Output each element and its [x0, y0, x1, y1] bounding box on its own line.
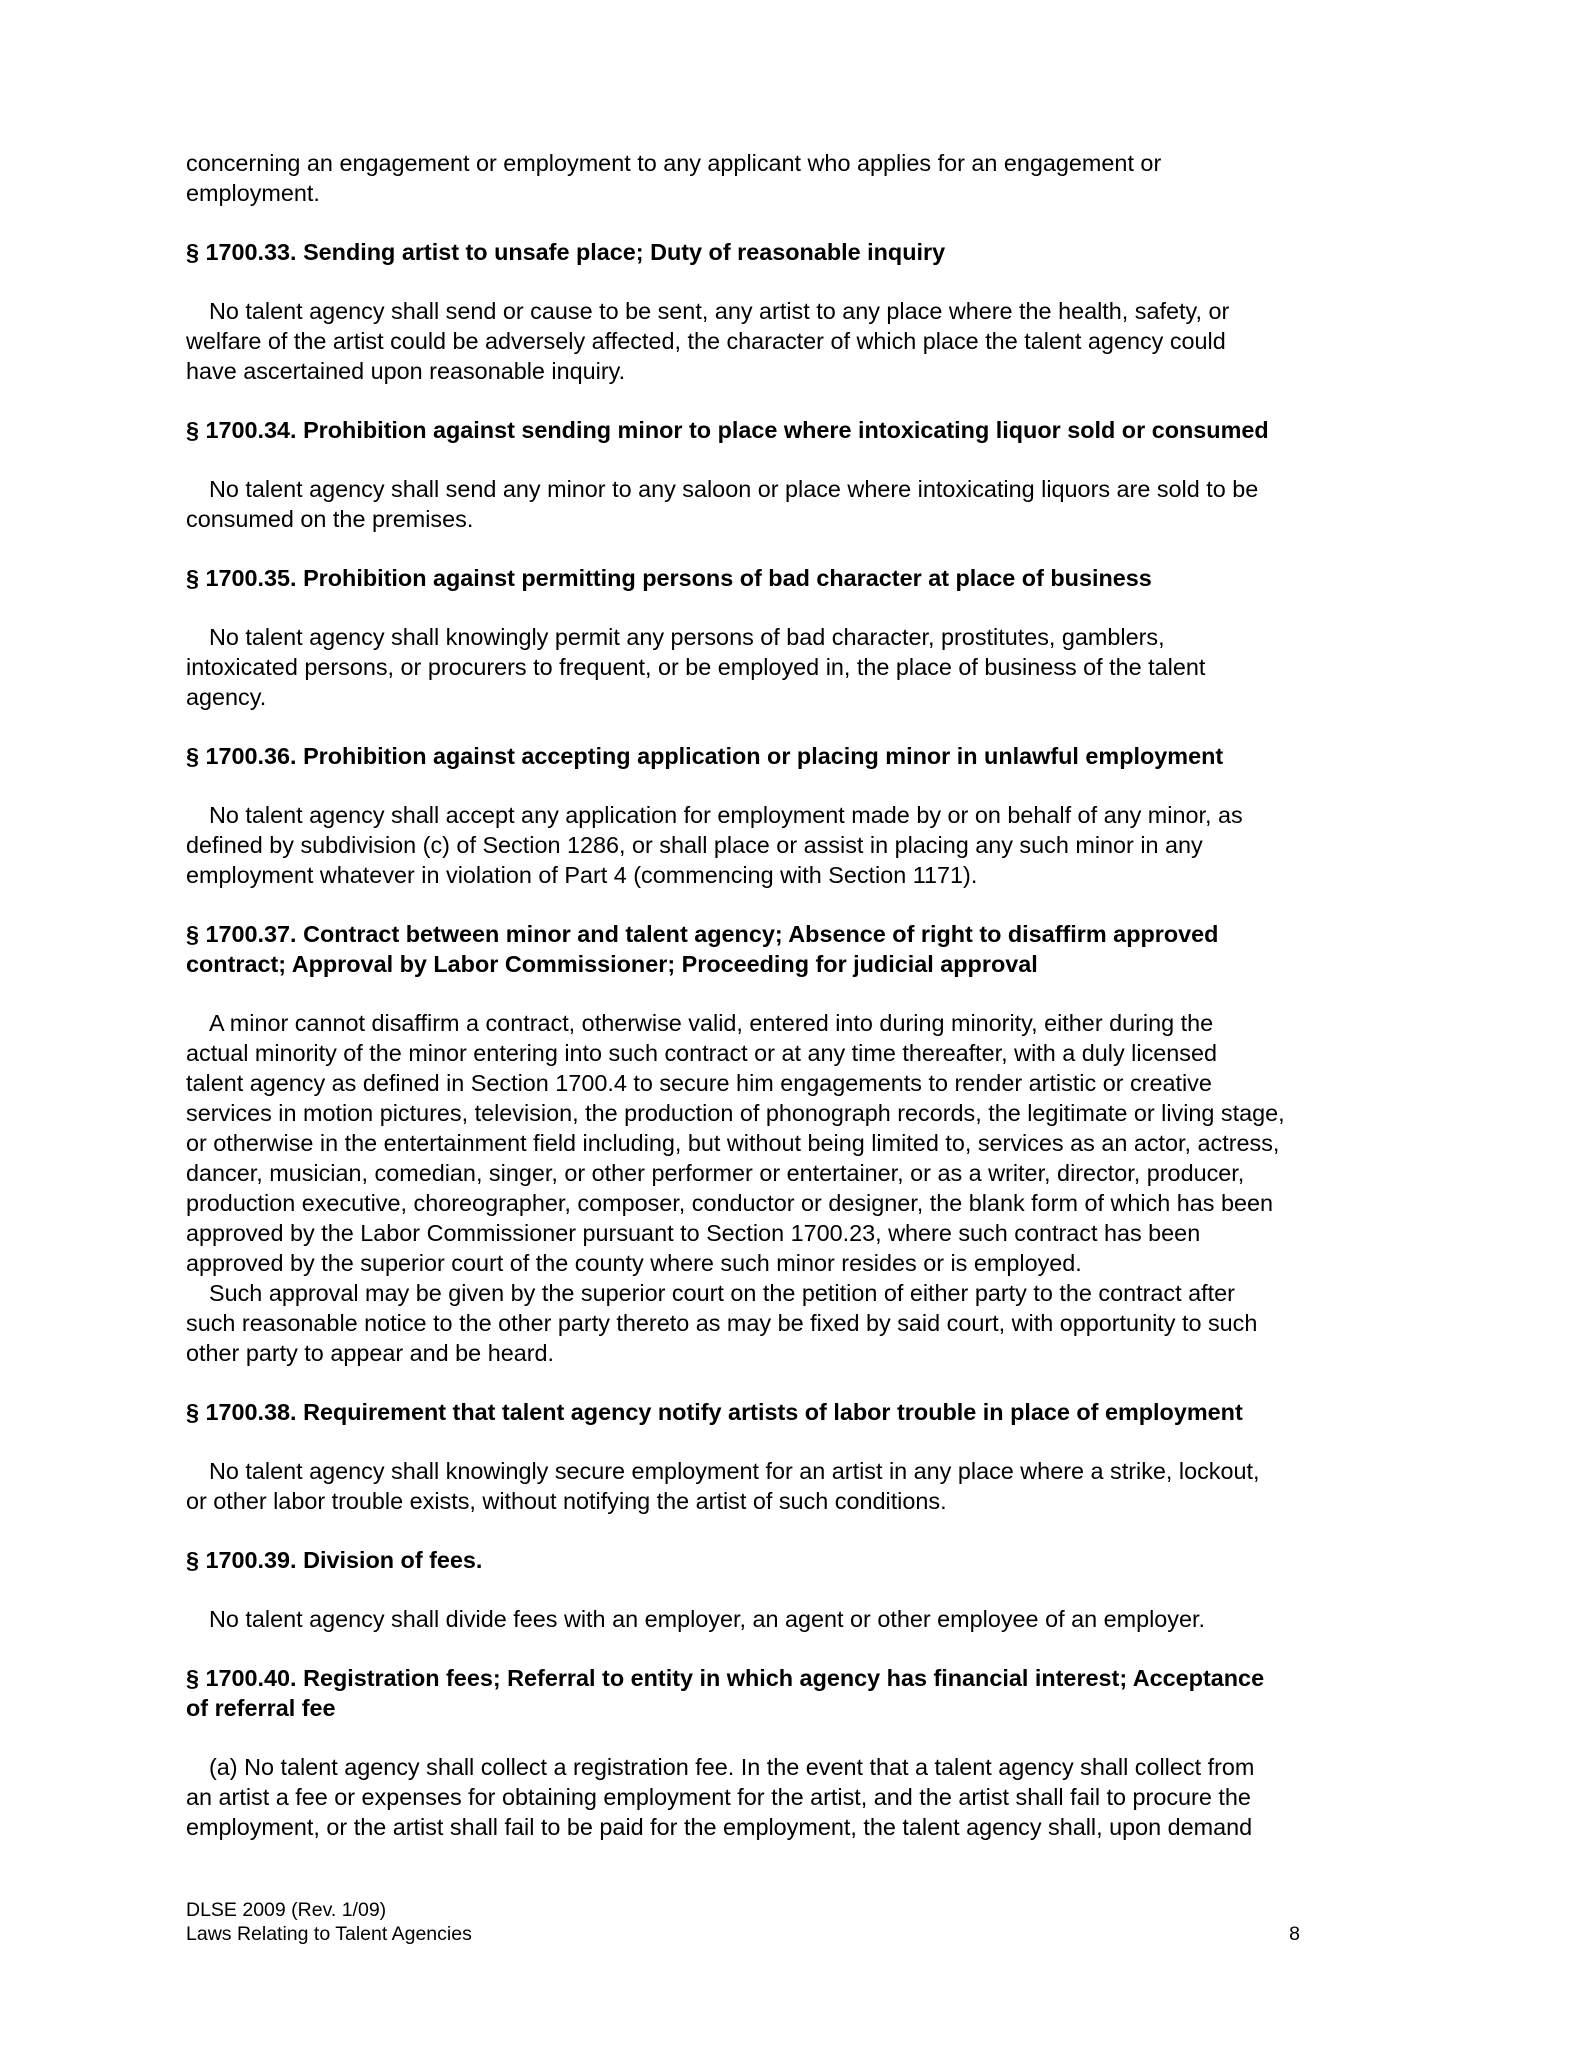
section-number: § 1700.38.: [186, 1399, 297, 1425]
section-paragraph: Such approval may be given by the superior court on the petition of either party to the contract after such reasonable notice to the other party thereto as may be fixed by said court, with opportunity to such other party to appear and be heard.: [186, 1280, 1258, 1366]
section-title: Requirement that talent agency notify artists of labor trouble in place of employment: [303, 1399, 1243, 1425]
section-paragraph: No talent agency shall send any minor to any saloon or place where intoxicating liquors are sold to be consumed on the premises.: [186, 476, 1259, 532]
section-heading-1700-40: [186, 1663, 1426, 1723]
section-number: § 1700.40.: [186, 1665, 297, 1691]
section-title: Contract between minor and talent agency; Absence of right to disaffirm approved contract; Approval by Labor Commissioner; Proceeding for judicial approval: [186, 921, 1219, 977]
section-heading-1700-36: [186, 741, 1426, 771]
section-heading-1700-39: [186, 1545, 1426, 1575]
section-title: Division of fees.: [303, 1547, 483, 1573]
page-footer: [186, 1898, 1300, 1946]
section-paragraph: No talent agency shall accept any application for employment made by or on behalf of any minor, as defined by subdivision (c) of Section 1286, or shall place or assist in placing any such minor in any employment whatever in violation of Part 4 (commencing with Section 1171).: [186, 802, 1243, 888]
section-title: Registration fees; Referral to entity in which agency has financial interest; Acceptance of referral fee: [186, 1665, 1265, 1721]
section-heading-1700-35: [186, 563, 1426, 593]
section-paragraph: No talent agency shall knowingly permit any persons of bad character, prostitutes, gamblers, intoxicated persons, or procurers to frequent, or be employed in, the place of business of the talent agency.: [186, 624, 1206, 710]
section-title: Prohibition against sending minor to place where intoxicating liquor sold or consumed: [303, 417, 1269, 443]
section-number: § 1700.39.: [186, 1547, 297, 1573]
section-paragraph: (a) No talent agency shall collect a registration fee. In the event that a talent agency shall collect from an artist a fee or expenses for obtaining employment for the artist, and the artist shall fail to procure the employment, or the artist shall fail to be paid for the employment, the talent agency shall, upon demand: [186, 1754, 1255, 1840]
section-paragraph: No talent agency shall knowingly secure employment for an artist in any place where a strike, lockout, or other labor trouble exists, without notifying the artist of such conditions.: [186, 1458, 1260, 1514]
section-number: § 1700.37.: [186, 921, 297, 947]
section-title: Prohibition against accepting application or placing minor in unlawful employment: [303, 743, 1224, 769]
page-number: 8: [1289, 1923, 1300, 1945]
section-paragraph: A minor cannot disaffirm a contract, otherwise valid, entered into during minority, either during the actual minority of the minor entering into such contract or at any time thereafter, with a duly licensed talent agency as defined in Section 1700.4 to secure him engagements to render artistic or creative services in motion pictures, television, the production of phonograph records, the legitimate or living stage, or otherwise in the entertainment field including, but without being limited to, services as an actor, actress, dancer, musician, comedian, singer, or other performer or entertainer, or as a writer, director, producer, production executive, choreographer, composer, conductor or designer, the blank form of which has been approved by the Labor Commissioner pursuant to Section 1700.23, where such contract has been approved by the superior court of the county where such minor resides or is employed.: [186, 1010, 1285, 1276]
section-paragraph: No talent agency shall send or cause to be sent, any artist to any place where the health, safety, or welfare of the artist could be adversely affected, the character of which place the talent agency could have ascertained upon reasonable inquiry.: [186, 298, 1230, 384]
section-title: Sending artist to unsafe place; Duty of reasonable inquiry: [303, 239, 946, 265]
section-heading-1700-38: [186, 1397, 1426, 1427]
section-number: § 1700.34.: [186, 417, 297, 443]
footer-revision: DLSE 2009 (Rev. 1/09): [186, 1899, 387, 1921]
intro-paragraph: concerning an engagement or employment to any applicant who applies for an engagement or employment.: [186, 150, 1162, 206]
section-number: § 1700.36.: [186, 743, 297, 769]
section-heading-1700-34: [186, 415, 1426, 445]
section-number: § 1700.35.: [186, 565, 297, 591]
section-number: § 1700.33.: [186, 239, 297, 265]
section-heading-1700-37: [186, 919, 1426, 979]
section-paragraph: No talent agency shall divide fees with an employer, an agent or other employee of an employer.: [209, 1606, 1205, 1632]
section-heading-1700-33: [186, 237, 1426, 267]
section-title: Prohibition against permitting persons of bad character at place of business: [303, 565, 1152, 591]
document-body: [186, 148, 1426, 1842]
footer-document-title: Laws Relating to Talent Agencies: [186, 1923, 472, 1945]
